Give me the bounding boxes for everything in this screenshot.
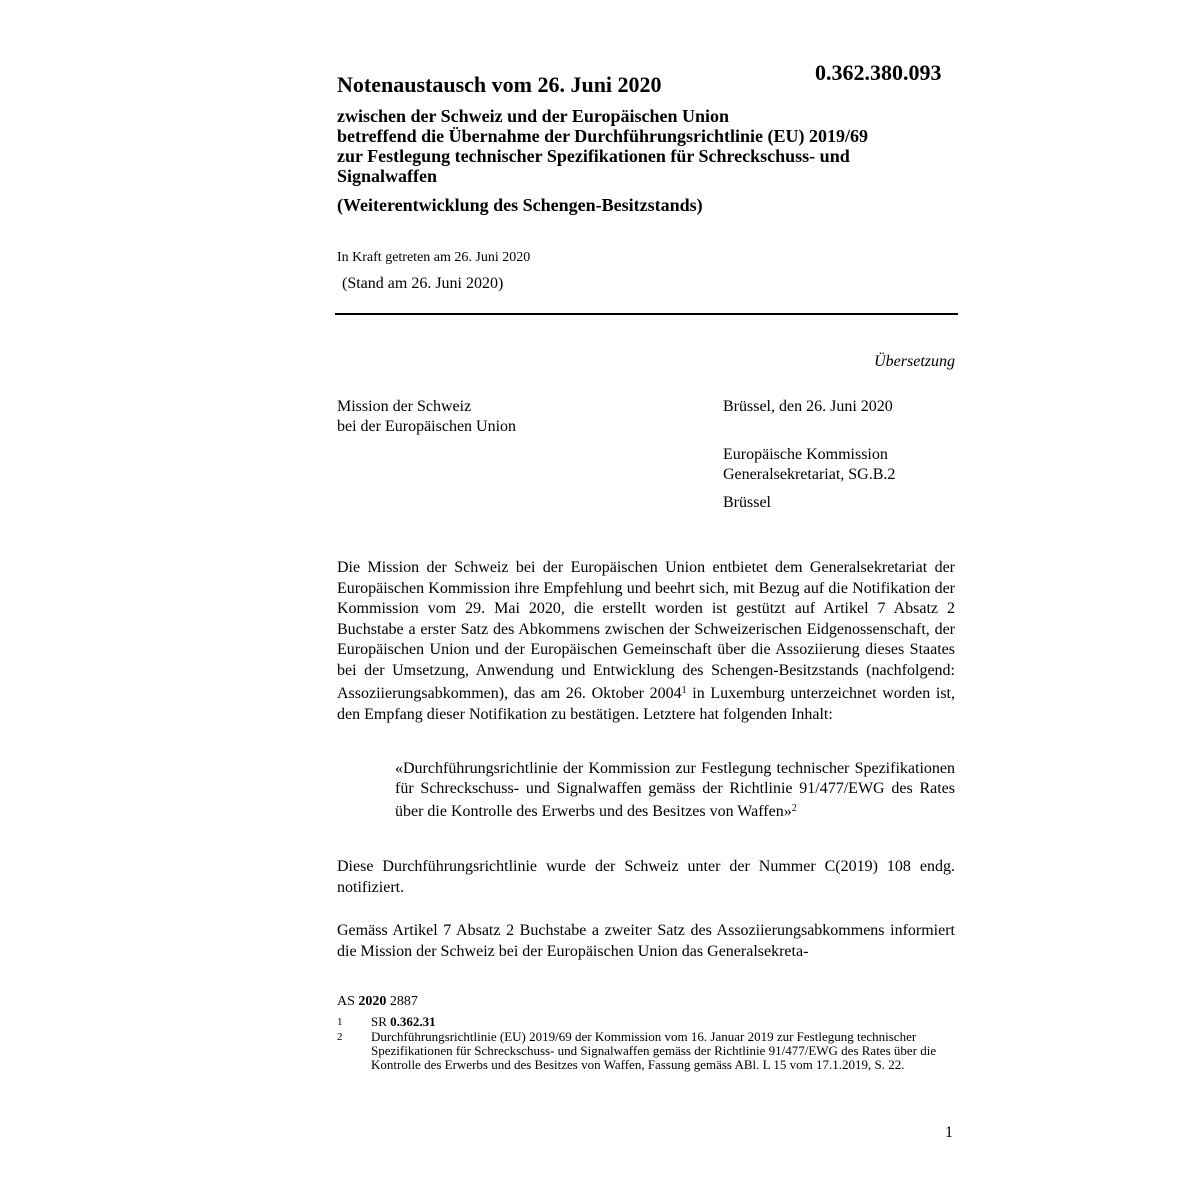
sender-line: bei der Europäischen Union: [337, 418, 517, 435]
recipient-dept: Generalsekretariat, SG.B.2: [723, 466, 896, 483]
translation-label: Übersetzung: [874, 353, 955, 370]
place-date: Brüssel, den 26. Juni 2020: [723, 398, 893, 415]
footnote-prefix: SR: [371, 1014, 391, 1029]
footnote-text: Durchführungsrichtlinie (EU) 2019/69 der Kommission vom 16. Januar 2019 zur Festlegung technischer Spezifikationen für Schreckschuss- und Signalwaffen gemäss der Richtlinie 91/477/EWG des Rates über die Kontrolle des Erwerbs und des Besitzes von Waffen, Fassung gemäss ABl. L 15 vom 17.1.2019, S. 22.: [371, 1029, 937, 1072]
paragraph-text: Die Mission der Schweiz bei der Europäischen Union entbietet dem Generalsekretariat der Europäischen Kommission ihre Empfehlung und beehrt sich, mit Bezug auf die Notifikation der Kommission vom 29. Mai 2020, die erstellt worden ist gestützt auf Artikel 7 Absatz 2 Buchstabe a erster Satz des Abkommens zwischen der Schweizerischen Eidgenossenschaft, der Europäischen Union und der Europäischen Gemeinschaft über die Assoziierung dieses Staates bei der Umsetzung, Anwendung und Entwicklung des Schengen-Besitzstands (nachfolgend: Assoziierungsabkommen), das am 26. Oktober 2004: [337, 559, 955, 702]
header-divider: [335, 313, 958, 315]
sr-number: 0.362.380.093: [815, 60, 942, 85]
document-title: Notenaustausch vom 26. Juni 2020: [337, 72, 662, 97]
quoted-notification: [395, 759, 955, 822]
quote-text: «Durchführungsrichtlinie der Kommission zur Festlegung technischer Spezifikationen für Schreckschuss- und Signalwaffen gemäss der Richtlinie 91/477/EWG des Rates über die Kontrolle des Erwerbs und des Besitzes von Waffen»: [395, 760, 955, 820]
footnote-number: 1: [337, 1016, 343, 1028]
in-kraft-date: In Kraft getreten am 26. Juni 2020: [337, 250, 531, 265]
as-page: 2887: [386, 994, 418, 1009]
paragraph-text: in Luxemburg unterzeichnet worden ist, den Empfang dieser Notifikation zu bestätigen. Letztere hat folgenden Inhalt:: [337, 685, 955, 723]
document-subtitle: [337, 106, 957, 186]
subtitle-extra: (Weiterentwicklung des Schengen-Besitzstands): [337, 195, 703, 215]
sender-line: Mission der Schweiz: [337, 398, 472, 415]
as-prefix: AS: [337, 994, 359, 1009]
footnote-ref-2[interactable]: 2: [791, 803, 797, 814]
body-paragraph-2: Diese Durchführungsrichtlinie wurde der Schweiz unter der Nummer C(2019) 108 endg. notifiziert.: [337, 858, 955, 896]
recipient-org: Europäische Kommission: [723, 446, 888, 463]
page-number: 1: [945, 1124, 953, 1141]
body-paragraph-1: [337, 558, 955, 725]
footnote-ref-1[interactable]: 1: [681, 685, 687, 696]
footnote-sr-ref: 0.362.31: [390, 1014, 436, 1029]
subtitle-line: betreffend die Übernahme der Durchführungsrichtlinie (EU) 2019/69: [337, 126, 868, 146]
sender-address: [337, 397, 516, 437]
recipient-address: [723, 397, 895, 513]
stand-date: (Stand am 26. Juni 2020): [342, 275, 504, 292]
as-reference: [337, 994, 418, 1010]
subtitle-line: zur Festlegung technischer Spezifikationen für Schreckschuss- und: [337, 146, 850, 166]
recipient-city: Brüssel: [723, 494, 771, 511]
subtitle-line: Signalwaffen: [337, 166, 438, 186]
as-year: 2020: [358, 994, 387, 1009]
body-paragraph-3: Gemäss Artikel 7 Absatz 2 Buchstabe a zweiter Satz des Assoziierungsabkommens informiert die Mission der Schweiz bei der Europäischen Union das Generalsekreta-: [337, 922, 955, 960]
footnote-number: 2: [337, 1031, 343, 1043]
footnote-text: [371, 1015, 961, 1029]
subtitle-line: zwischen der Schweiz und der Europäischen Union: [337, 106, 730, 126]
